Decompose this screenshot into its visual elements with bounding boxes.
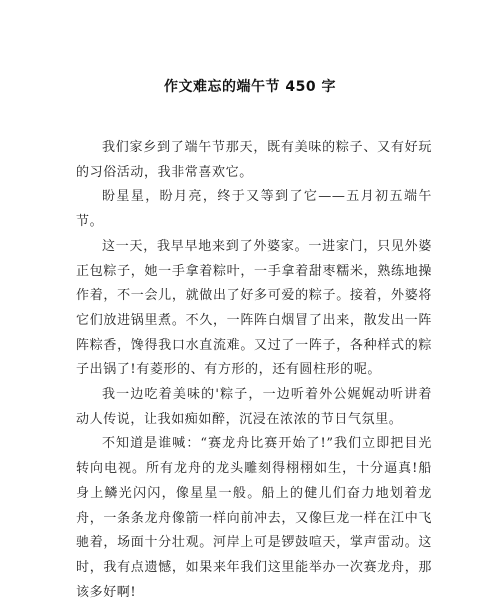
paragraph-2: 盼星星，盼月亮，终于又等到了它——五月初五端午节。 xyxy=(76,189,432,230)
document-body xyxy=(76,136,432,605)
document-title: 作文难忘的端午节 450 字 xyxy=(164,79,336,95)
paragraph-3: 这一天，我早早地来到了外婆家。一进家门，只见外婆正包粽子，她一手拿着粽叶，一手拿着甜枣糯米，熟练地操作着，不一会儿，就做出了好多可爱的粽子。接着，外婆将它们放进锅里煮。不久，一阵阵白烟冒了出来，散发出一阵阵粽香，馋得我口水直流难。又过了一阵子，各种样式的粽子出锅了!有菱形的、有方形的，还有圆柱形的呢。 xyxy=(76,238,432,378)
paragraph-4: 我一边吃着美味的'粽子，一边听着外公娓娓动听讲着动人传说，让我如痴如醉，沉浸在浓浓的节日气氛里。 xyxy=(76,387,432,427)
paragraph-1: 我们家乡到了端午节那天，既有美味的粽子、又有好玩的习俗活动，我非常喜欢它。 xyxy=(76,140,432,180)
paragraph-5: 不知道是谁喊：“赛龙舟比赛开始了!”我们立即把目光转向电视。所有龙舟的龙头雕刻得栩栩如生，十分逼真!船身上鳞光闪闪，像星星一般。船上的健儿们奋力地划着龙舟，一条条龙舟像箭一样向前冲去，又像巨龙一样在江中飞驰着，场面十分壮观。河岸上可是锣鼓喧天，掌声雷动。这时，我有点遗憾，如果来年我们这里能举办一次赛龙舟，那该多好啊! xyxy=(76,436,432,600)
